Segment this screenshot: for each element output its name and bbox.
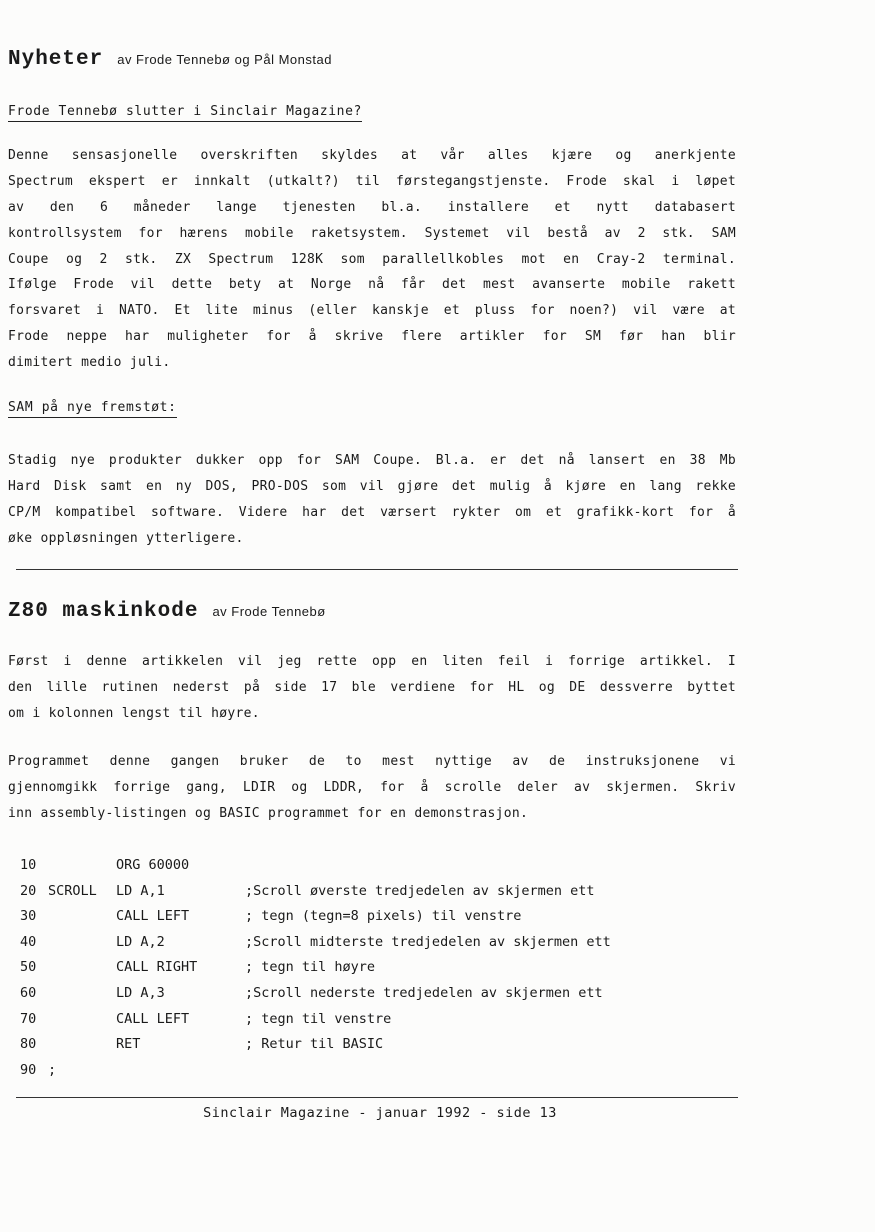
line-number: 80 xyxy=(20,1036,37,1053)
text-line: CP/M kompatibel software. Videre har det værsert rykter om et grafikk-kort for å xyxy=(8,504,736,520)
text-line: Programmet denne gangen bruker de to mest nyttige av de instruksjonene vi xyxy=(8,754,736,769)
text-line: inn assembly-listingen og BASIC programmet for en demonstrasjon. xyxy=(8,805,529,821)
code-instruction: CALL LEFT xyxy=(116,1010,190,1027)
section-divider xyxy=(16,569,738,570)
text-line: den lille rutinen nederst på side 17 ble verdiene for HL og DE dessverre byttet xyxy=(8,679,736,695)
z80-title: Z80 maskinkode xyxy=(8,600,199,623)
line-number: 90 xyxy=(20,1061,37,1078)
text-line: Hard Disk samt en ny DOS, PRO-DOS som vil gjøre det mulig å kjøre en lang rekke xyxy=(8,478,736,494)
text-line: Coupe og 2 stk. ZX Spectrum 128K som parallellkobles mot en Cray-2 terminal. xyxy=(8,251,736,267)
text-line: av den 6 måneder lange tjenesten bl.a. installere et nytt databasert xyxy=(8,199,736,215)
z80-paragraph-1 xyxy=(8,649,736,727)
code-instruction: LD A,3 xyxy=(116,984,165,1001)
code-instruction: LD A,2 xyxy=(116,933,165,950)
page-footer: Sinclair Magazine - januar 1992 - side 13 xyxy=(203,1105,557,1121)
text-line: gjennomgikk forrige gang, LDIR og LDDR, for å scrolle deler av skjermen. Skriv xyxy=(8,779,736,795)
code-instruction: CALL LEFT xyxy=(116,908,190,925)
text-line: Frode neppe har muligheter for å skrive flere artikler for SM før han blir xyxy=(8,329,736,345)
article2-body xyxy=(8,448,736,552)
text-line: øke oppløsningen ytterligere. xyxy=(8,530,244,546)
code-comment: ; tegn til høyre xyxy=(245,959,376,976)
code-comment: ;Scroll øverste tredjedelen av skjermen ett xyxy=(245,882,595,899)
nyheter-heading xyxy=(8,48,332,71)
text-line: kontrollsystem for hærens mobile raketsystem. Systemet vil bestå av 2 stk. SAM xyxy=(8,225,736,241)
code-instruction: ORG 60000 xyxy=(116,857,190,873)
line-number: 40 xyxy=(20,933,37,950)
code-comment: ;Scroll midterste tredjedelen av skjermen ett xyxy=(245,933,611,950)
line-number: 10 xyxy=(20,857,37,873)
code-instruction: LD A,1 xyxy=(116,882,165,899)
footer-divider xyxy=(16,1097,738,1098)
text-line: Stadig nye produkter dukker opp for SAM Coupe. Bl.a. er det nå lansert en 38 Mb xyxy=(8,453,736,468)
code-instruction: RET xyxy=(116,1036,141,1053)
code-comment: ; Retur til BASIC xyxy=(245,1036,384,1053)
text-line: Ifølge Frode vil dette bety at Norge nå får det mest avanserte mobile rakett xyxy=(8,277,736,293)
text-line: Spectrum ekspert er innkalt (utkalt?) til førstegangstjenste. Frode skal i løpet xyxy=(8,173,736,189)
nyheter-byline: av Frode Tennebø og Pål Monstad xyxy=(117,52,332,67)
line-number: 20 xyxy=(20,882,37,899)
text-line: forsvaret i NATO. Et lite minus (eller kanskje et pluss for noen?) vil være at xyxy=(8,303,736,319)
line-number: 60 xyxy=(20,984,37,1001)
line-number: 50 xyxy=(20,959,37,976)
text-line: om i kolonnen lengst til høyre. xyxy=(8,705,260,721)
line-number: 30 xyxy=(20,908,37,925)
z80-byline: av Frode Tennebø xyxy=(212,604,326,619)
z80-paragraph-2 xyxy=(8,749,736,827)
nyheter-title: Nyheter xyxy=(8,48,104,71)
code-label: ; xyxy=(48,1061,57,1078)
code-comment: ; tegn til venstre xyxy=(245,1010,392,1027)
line-number: 70 xyxy=(20,1010,37,1027)
article1-body xyxy=(8,143,736,376)
code-label: SCROLL xyxy=(48,882,97,899)
article2-headline: SAM på nye fremstøt: xyxy=(8,400,177,418)
code-instruction: CALL RIGHT xyxy=(116,959,198,976)
code-comment: ; tegn (tegn=8 pixels) til venstre xyxy=(245,908,522,925)
z80-heading xyxy=(8,600,326,623)
code-comment: ;Scroll nederste tredjedelen av skjermen ett xyxy=(245,984,603,1001)
text-line: Først i denne artikkelen vil jeg rette opp en liten feil i forrige artikkel. I xyxy=(8,654,736,669)
text-line: Denne sensasjonelle overskriften skyldes at vår alles kjære og anerkjente xyxy=(8,148,736,163)
article1-headline: Frode Tennebø slutter i Sinclair Magazine? xyxy=(8,104,362,122)
text-line: dimitert medio juli. xyxy=(8,355,171,371)
